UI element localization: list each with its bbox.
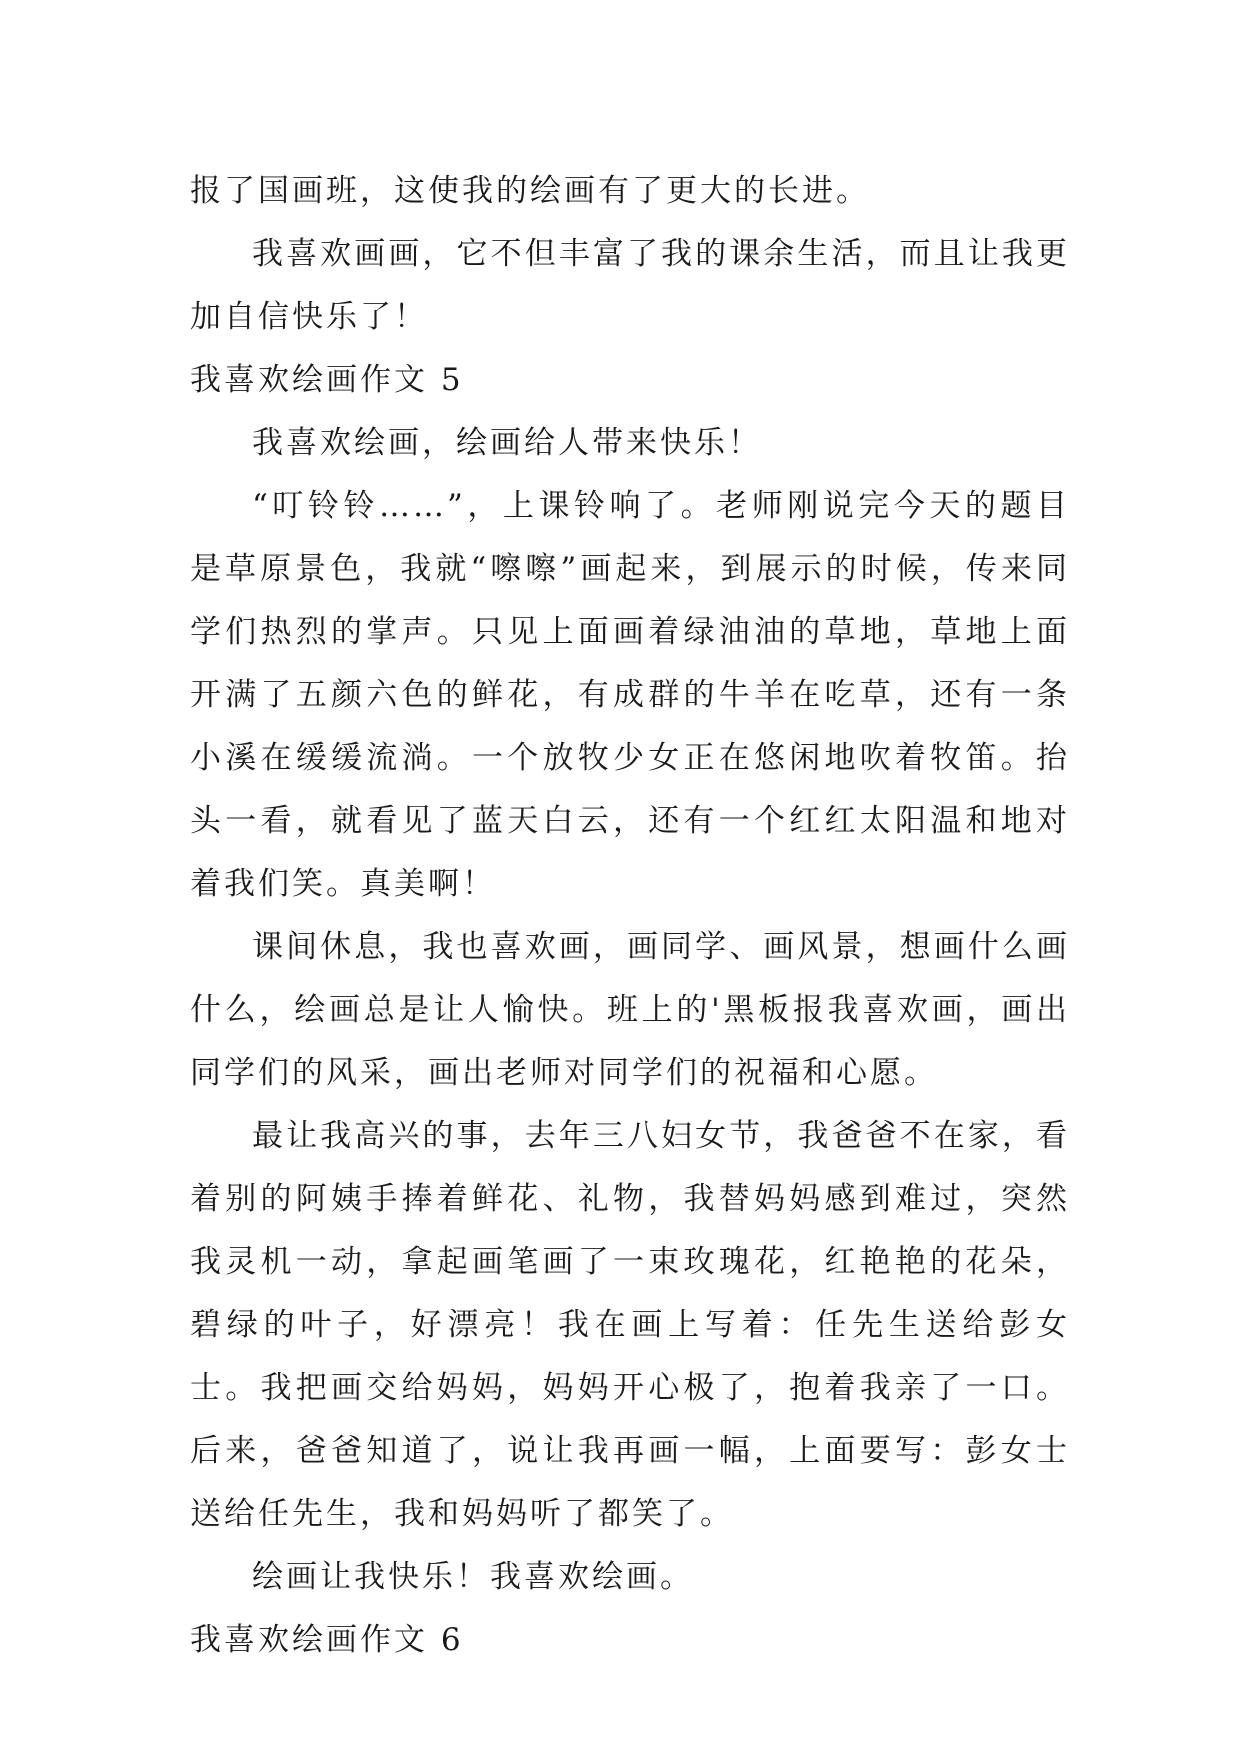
essay-heading: 我喜欢绘画作文 6 (190, 1622, 464, 1658)
paragraph: 我喜欢画画，它不但丰富了我的课余生活，而且让我更加自信快乐了！ (190, 236, 1070, 335)
document-body (190, 160, 1070, 1672)
paragraph: “叮铃铃……”，上课铃响了。老师刚说完今天的题目是草原景色，我就“嚓嚓”画起来，到展示的时候，传来同学们热烈的掌声。只见上面画着绿油油的草地，草地上面开满了五颜六色的鲜花，有成群的牛羊在吃草，还有一条小溪在缓缓流淌。一个放牧少女正在悠闲地吹着牧笛。抬头一看，就看见了蓝天白云，还有一个红红太阳温和地对着我们笑。真美啊！ (190, 488, 1070, 902)
paragraph: 课间休息，我也喜欢画，画同学、画风景，想画什么画什么，绘画总是让人愉快。班上的'黑板报我喜欢画，画出同学们的风采，画出老师对同学们的祝福和心愿。 (190, 929, 1070, 1091)
paragraph: 最让我高兴的事，去年三八妇女节，我爸爸不在家，看着别的阿姨手捧着鲜花、礼物，我替妈妈感到难过，突然我灵机一动，拿起画笔画了一束玫瑰花，红艳艳的花朵，碧绿的叶子，好漂亮！我在画上写着：任先生送给彭女士。我把画交给妈妈，妈妈开心极了，抱着我亲了一口。后来，爸爸知道了，说让我再画一幅，上面要写：彭女士送给任先生，我和妈妈听了都笑了。 (190, 1118, 1070, 1532)
essay-heading: 我喜欢绘画作文 5 (190, 362, 464, 398)
paragraph: 我喜欢绘画，绘画给人带来快乐！ (252, 425, 762, 461)
paragraph: 报了国画班，这使我的绘画有了更大的长进。 (190, 173, 870, 209)
paragraph: 绘画让我快乐！我喜欢绘画。 (252, 1559, 694, 1595)
